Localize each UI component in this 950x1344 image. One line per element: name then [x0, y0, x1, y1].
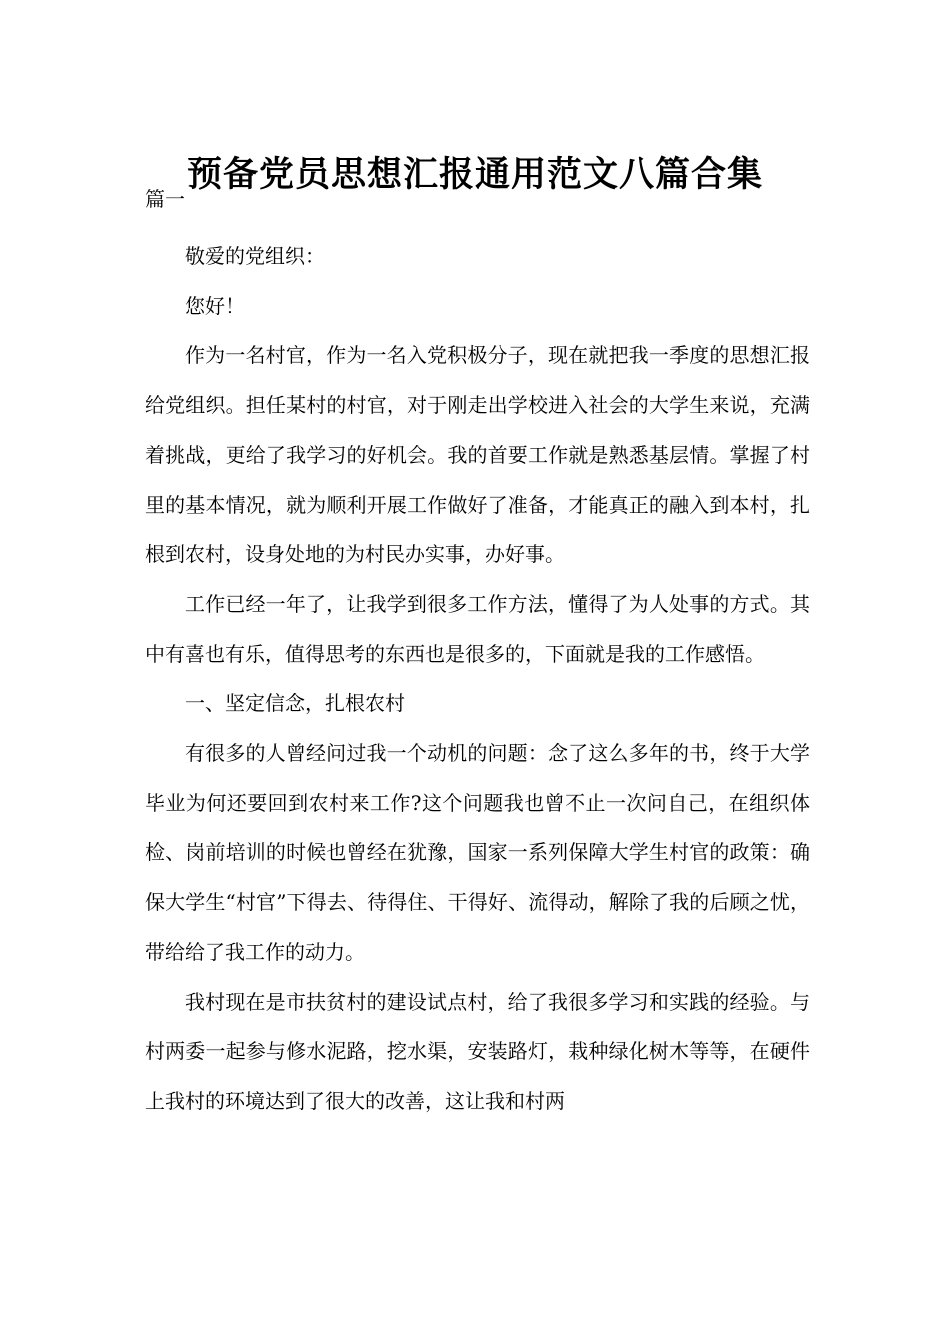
salutation: 敬爱的党组织：	[185, 244, 325, 268]
paragraph: 有很多的人曾经问过我一个动机的问题：念了这么多年的书，终于大学毕业为何还要回到农村来工作?这个问题我也曾不止一次问自己，在组织体检、岗前培训的时候也曾经在犹豫，国家一系列保障大学生村官的政策：确保大学生“村官”下得去、待得住、干得好、流得动，解除了我的后顾之忧，带给给了我工作的动力。	[145, 741, 810, 964]
document-body	[145, 232, 810, 1127]
paragraph: 工作已经一年了，让我学到很多工作方法，懂得了为人处事的方式。其中有喜也有乐，值得思考的东西也是很多的，下面就是我的工作感悟。	[145, 591, 810, 666]
greeting: 您好！	[185, 293, 245, 318]
paragraph: 作为一名村官，作为一名入党积极分子，现在就把我一季度的思想汇报给党组织。担任某村的村官，对于刚走出学校进入社会的大学生来说，充满着挑战，更给了我学习的好机会。我的首要工作就是熟悉基层情。掌握了村里的基本情况，就为顺利开展工作做好了准备，才能真正的融入到本村，扎根到农村，设身处地的为村民办实事，办好事。	[145, 343, 810, 567]
document-title: 预备党员思想汇报通用范文八篇合集	[186, 154, 763, 196]
paragraph: 我村现在是市扶贫村的建设试点村，给了我很多学习和实践的经验。与村两委一起参与修水泥路，挖水渠，安装路灯，栽种绿化树木等等，在硬件上我村的环境达到了很大的改善，这让我和村两	[145, 989, 810, 1113]
section-label: 篇一	[145, 187, 185, 211]
subheading: 一、坚定信念，扎根农村	[185, 691, 405, 716]
